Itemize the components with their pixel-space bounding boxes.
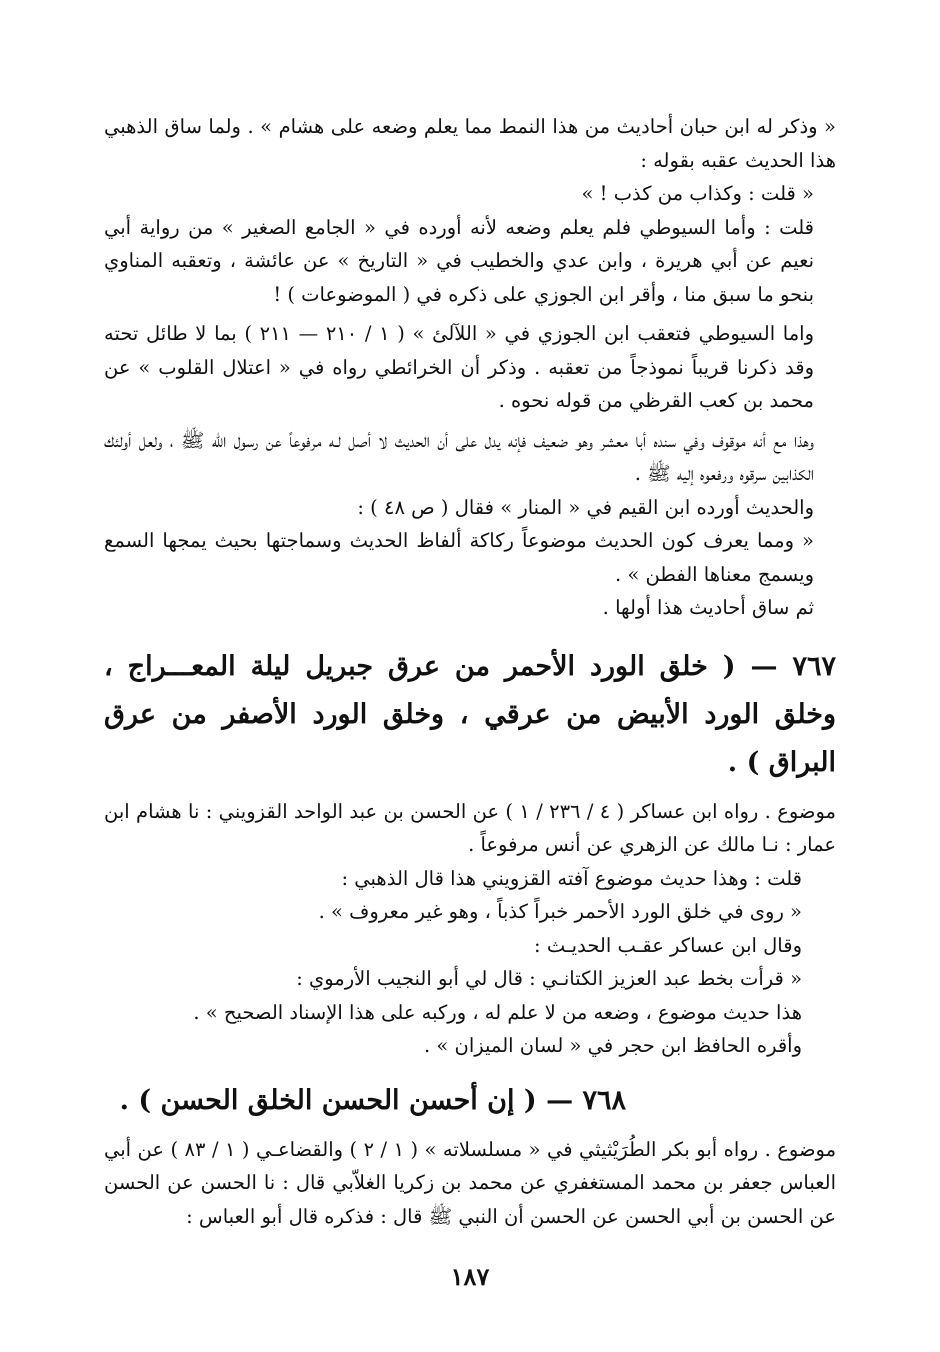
paragraph: « قلت : وكذاب من كذب ! » — [581, 182, 814, 205]
page-number: ١٨٧ — [450, 1262, 490, 1291]
paragraph: هذا حديث موضوع ، وضعه من لا علم له ، وركبه على هذا الإسناد الصحيح » . — [193, 1000, 802, 1024]
paragraph: قلت : وهذا حديث موضوع آفته القزويني هذا قال الذهبي : — [341, 866, 802, 890]
hadith-767-section — [104, 643, 836, 1063]
paragraph: موضوع . رواه ابن عساكر ( ٤ / ٢٣٦ / ١ ) عن الحسن بن عبد الواحد القزويني : نا هشام ابن عمار : نـا مالك عن الزهري عن أنس مرفوعاً . — [104, 799, 836, 856]
hadith-768-section — [104, 1077, 836, 1234]
paragraph: موضوع . رواه أبو بكر الطُرَيْثيثي في « مسلسلاته » ( ١ / ٢ ) والقضاعـي ( ١ / ٨٣ ) عن أبي العباس جعفر بن محمد المستغفري عن محمد بن زكريا الغلاّبي قال : نا الحسن عن الحسن عن الحسن بن أبي الحسن عن الحسن أن النبي ﷺ قال : فذكره قال أبو العباس : — [104, 1137, 837, 1228]
paragraph: « قرأت بخط عبد العزيز الكتانـي : قال لي أبو النجيب الأرموي : — [296, 967, 802, 990]
paragraph: وهذا مع أنه موقوف وفي سنده أبا معشر وهو ضعيف فإنه يدل على أن الحديث لا أصل لـه مرفوعاً عن رسول الله ﷺ ، ولعل أولئك الكذابين سرقوه ورفعوه إليه ﷺ . — [104, 428, 814, 485]
paragraph: واما السيوطي فتعقب ابن الجوزي في « اللآلئ » ( ١ / ٢١٠ — ٢١١ ) بما لا طائل تحته وقد ذكرنا قريباً نموذجاً من تعقبه . وذكر أن الخرائطي رواه في « اعتلال القلوب » عن محمد بن كعب القرظي من قوله نحوه . — [104, 322, 814, 412]
paragraph: « روى في خلق الورد الأحمر خبراً كذباً ، وهو غير معروف » . — [318, 900, 802, 923]
intro-section — [104, 110, 836, 625]
paragraph: « وذكر له ابن حبان أحاديث من هذا النمط مما يعلم وضعه على هشام » . ولما ساق الذهبي هذا الحديث عقبه بقوله : — [104, 115, 836, 172]
paragraph: « ومما يعرف كون الحديث موضوعاً ركاكة ألفاظ الحديث وسماجتها بحيث يمجها السمع ويسمج معناها الفطن » . — [104, 529, 814, 586]
paragraph: ثم ساق أحاديث هذا أولها . — [602, 596, 814, 619]
paragraph: وقال ابن عساكر عقـب الحديـث : — [534, 933, 802, 957]
paragraph: والحديث أورده ابن القيم في « المنار » فقال ( ص ٤٨ ) : — [357, 495, 814, 519]
hadith-heading: ٧٦٨ — ( إن أحسن الحسن الخلق الحسن ) . — [119, 1084, 626, 1116]
paragraph: قلت : وأما السيوطي فلم يعلم وضعه لأنه أورده في « الجامع الصغير » من رواية أبي نعيم عن أبي هريرة ، وابن عدي والخطيب في « التاريخ » عن عائشة ، وتعقبه المناوي بنحو ما سبق منا ، وأقر ابن الجوزي على ذكره في ( الموضوعات ) ! — [104, 215, 814, 306]
hadith-heading: ٧٦٧ — ( خلق الورد الأحمر من عرق جبريل ليلة المعـــراج ، وخلق الورد الأبيض من عرقي ، وخلق الورد الأصفر من عرق البراق ) . — [104, 650, 836, 778]
paragraph: وأقره الحافظ ابن حجر في « لسان الميزان » . — [424, 1034, 802, 1057]
